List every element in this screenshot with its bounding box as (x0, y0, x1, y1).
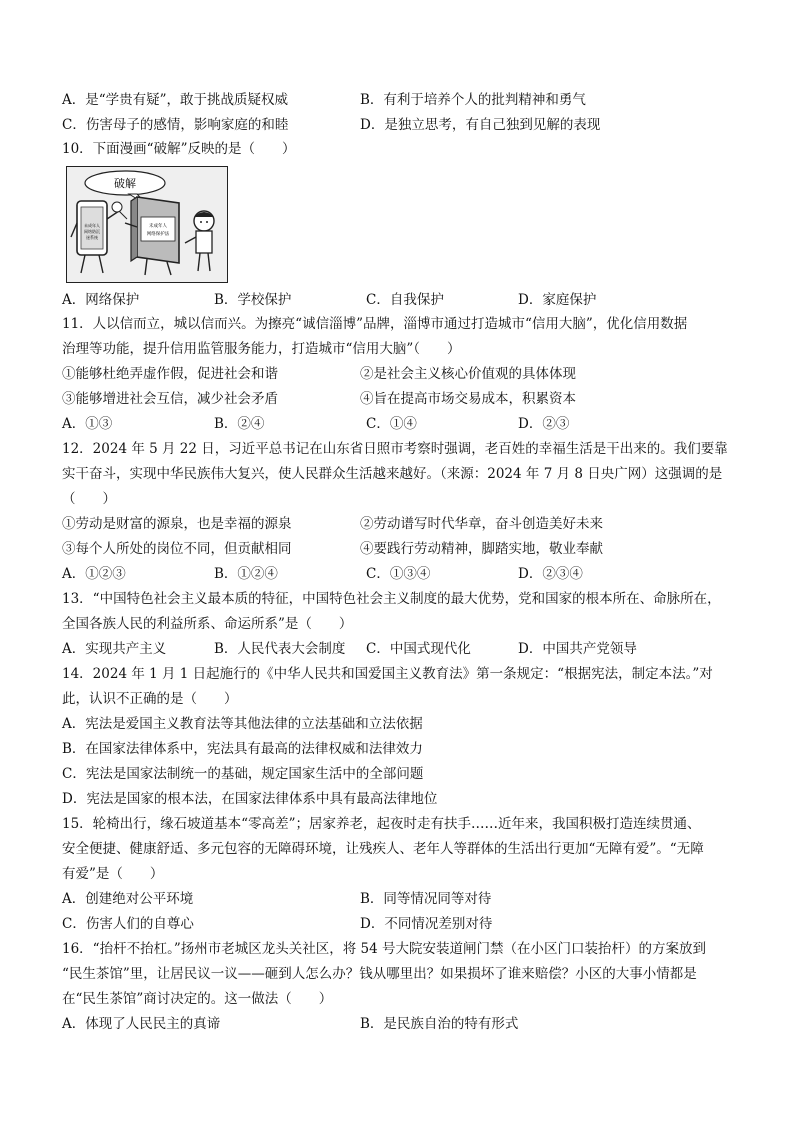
q12-option-b: B．①②④ (214, 566, 278, 582)
q9-option-a: A．是“学贵有疑”，敢于挑战质疑权威 (62, 92, 289, 108)
q11-option-b: B．②④ (214, 416, 265, 432)
q11-stem-line2: 治理等功能，提升信用监管服务能力，打造城市“信用大脑”（ ） (62, 341, 461, 357)
q12-statement-4: ④要践行劳动精神，脚踏实地，敬业奉献 (360, 541, 603, 557)
q11-statement-2: ②是社会主义核心价值观的具体体现 (360, 366, 576, 382)
q13-option-c: C．中国式现代化 (366, 641, 471, 657)
q16-options-row1 (62, 1014, 742, 1034)
q12-option-a: A．①②③ (62, 566, 126, 582)
q15-option-b: B．同等情况同等对待 (360, 891, 492, 907)
svg-text:未成年人: 未成年人 (149, 224, 167, 229)
q9-option-d: D．是独立思考，有自己独到见解的表现 (360, 117, 601, 133)
q10-stem: 10．下面漫画“破解”反映的是（ ） (62, 141, 296, 157)
q11-stem-line1: 11．人以信而立，城以信而兴。为擦亮“诚信淄博”品牌，淄博市通过打造城市“信用大脑”，优化信用数据 (62, 316, 688, 332)
q11-options (62, 414, 742, 434)
q10-option-c: C．自我保护 (366, 292, 444, 308)
q11-statement-3: ③能够增进社会互信，减少社会矛盾 (62, 391, 278, 407)
q12-stem-line3: （ ） (62, 491, 116, 507)
q13-option-d: D．中国共产党领导 (518, 641, 637, 657)
q15-stem-line1: 15．轮椅出行，缘石坡道基本“零高差”；居家养老，起夜时走有扶手……近年来，我国积极打造连续贯通、 (62, 816, 701, 832)
q12-statements-row1 (62, 514, 742, 534)
q13-option-b: B．人民代表大会制度 (214, 641, 346, 657)
q13-options (62, 639, 742, 659)
q12-stem-line2: 实干奋斗，实现中华民族伟大复兴，使人民群众生活越来越好。（来源：2024 年 7 月 8 日央广网）这强调的是 (62, 466, 723, 482)
q14-stem-line1: 14．2024 年 1 月 1 日起施行的《中华人民共和国爱国主义教育法》第一条规定：“根据宪法，制定本法。”对 (62, 666, 713, 682)
q13-option-a: A．实现共产主义 (62, 641, 167, 657)
q16-option-b: B．是民族自治的特有形式 (360, 1016, 519, 1032)
q12-options (62, 564, 742, 584)
q11-statements-row1 (62, 364, 742, 384)
svg-text:未成年人: 未成年人 (84, 223, 100, 228)
q9-options-row2 (62, 115, 742, 135)
q14-option-c: C．宪法是国家法制统一的基础，规定国家生活中的全部问题 (62, 766, 424, 782)
q13-stem-line2: 全国各族人民的利益所系、命运所系”是（ ） (62, 616, 353, 632)
q15-stem-line2: 安全便捷、健康舒适、多元包容的无障碍环境，让残疾人、老年人等群体的生活出行更加“无障有爱”。“无障 (62, 841, 704, 857)
q12-statements-row2 (62, 539, 742, 559)
q15-stem-line3: 有爱”是（ ） (62, 866, 164, 882)
q16-option-a: A．体现了人民民主的真谛 (62, 1016, 221, 1032)
q14-option-d: D．宪法是国家的根本法，在国家法律体系中具有最高法律地位 (62, 791, 438, 807)
q12-statement-2: ②劳动谱写时代华章，奋斗创造美好未来 (360, 516, 603, 532)
q9-option-b: B．有利于培养个人的批判精神和勇气 (360, 92, 586, 108)
q10-options (62, 290, 742, 310)
q10-option-d: D．家庭保护 (518, 292, 597, 308)
q14-stem-line2: 此，认识不正确的是（ ） (62, 691, 238, 707)
q9-options-row1 (62, 90, 742, 110)
q15-options-row1 (62, 889, 742, 909)
q13-stem-line1: 13．“中国特色社会主义最本质的特征，中国特色社会主义制度的最大优势，党和国家的根本所在、命脉所在， (62, 591, 721, 607)
q11-statements-row2 (62, 389, 742, 409)
svg-text:网络防沉: 网络防沉 (84, 229, 100, 234)
q11-option-c: C．①④ (366, 416, 417, 432)
q11-option-a: A．①③ (62, 416, 113, 432)
q11-statement-1: ①能够杜绝弄虚作假，促进社会和谐 (62, 366, 278, 382)
q16-stem-line2: “民生茶馆”里，让居民议一议——砸到人怎么办？钱从哪里出？如果损坏了谁来赔偿？小区的大事小情都是 (62, 966, 697, 982)
q10-option-b: B．学校保护 (214, 292, 292, 308)
q15-options-row2 (62, 914, 742, 934)
q10-cartoon (66, 166, 228, 283)
q15-option-d: D．不同情况差别对待 (360, 916, 493, 932)
svg-text:迷系统: 迷系统 (86, 235, 98, 240)
svg-text:网络保护法: 网络保护法 (146, 232, 170, 237)
q12-option-c: C．①③④ (366, 566, 431, 582)
q12-stem-line1: 12．2024 年 5 月 22 日，习近平总书记在山东省日照市考察时强调，老百姓的幸福生活是干出来的。我们要靠 (62, 441, 728, 457)
q12-statement-3: ③每个人所处的岗位不同，但贡献相同 (62, 541, 292, 557)
q11-statement-4: ④旨在提高市场交易成本，积累资本 (360, 391, 576, 407)
q12-option-d: D．②③④ (518, 566, 583, 582)
q14-option-a: A．宪法是爱国主义教育法等其他法律的立法基础和立法依据 (62, 716, 423, 732)
q11-option-d: D．②③ (518, 416, 570, 432)
cartoon-illustration (67, 167, 227, 282)
q14-option-b: B．在国家法律体系中，宪法具有最高的法律权威和法律效力 (62, 741, 423, 757)
q16-stem-line3: 在“民生茶馆”商讨决定的。这一做法（ ） (62, 991, 333, 1007)
q10-option-a: A．网络保护 (62, 292, 140, 308)
q9-option-c: C．伤害母子的感情，影响家庭的和睦 (62, 117, 289, 133)
q15-option-a: A．创建绝对公平环境 (62, 891, 194, 907)
q15-option-c: C．伤害人们的自尊心 (62, 916, 194, 932)
q12-statement-1: ①劳动是财富的源泉，也是幸福的源泉 (62, 516, 292, 532)
bubble-text: 破解 (114, 177, 136, 190)
lollipop-icon (112, 202, 122, 212)
q16-stem-line1: 16．“抬杆不抬杠。”扬州市老城区龙头关社区，将 54 号大院安装道闸门禁（在小区门口装抬杆）的方案放到 (62, 941, 706, 957)
